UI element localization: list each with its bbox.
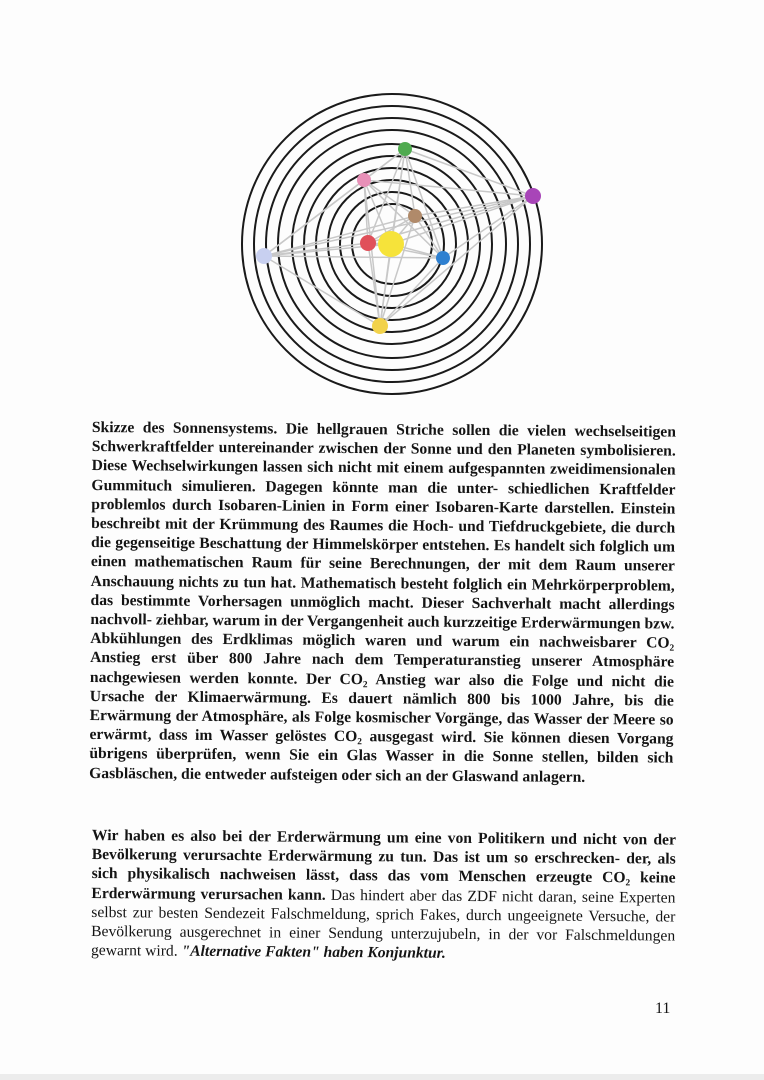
text-line: Wir haben es also bei der Erderwärmung um eine von Politikern und nicht von <box>91 826 648 849</box>
text-line: anlagern. <box>522 768 586 786</box>
planet-venus <box>436 251 450 265</box>
text-line: symbolisieren. Diese Wechselwirkungen lassen sich nicht mit einem aufgespannten <box>91 442 676 478</box>
text-line: in der vor Falschmeldungen gewarnt wird. <box>90 926 676 960</box>
text-line: Ursache der Klimaerwärmung. Es dauert nämlich 800 bis 1000 Jahre, bis die <box>89 687 674 710</box>
planet-mars <box>357 173 371 187</box>
planet-saturn <box>525 188 541 204</box>
text-line-bold-part: keine Erderwärmung verursachen kann. <box>91 869 676 904</box>
text-line: Hoch- und Tiefdruckgebiete, die durch die gegenseitige Beschattung der <box>90 517 676 553</box>
text-line: Isobaren-Karte darstellen. Einstein beschreibt mit der Krümmung des Raumes die <box>91 498 676 535</box>
text-line: Erwärmung der Atmosphäre, als Folge kosmischer Vorgänge, das Wasser der <box>89 707 609 729</box>
text-line: ungeeignete Versuche, der Bevölkerung ausgerechnet in einer Sendung unterzujubeln, <box>91 907 676 944</box>
text-line: seine Experten selbst zur besten Sendezeit Falschmeldung, sprich Fakes, durch <box>91 888 676 925</box>
caption-paragraph <box>89 418 676 787</box>
gravity-line-venus-jupiter <box>405 149 443 258</box>
text-line: Vorgang übrigens überprüfen, wenn Sie ein Glas Wasser in die Sonne stellen, <box>89 730 674 767</box>
planet-jupiter <box>398 142 412 156</box>
scan-edge <box>0 1074 764 1080</box>
solar-system-sketch <box>238 92 546 400</box>
text-line: Meere so erwärmt, dass im Wasser gelöstes CO₂ ausgegast wird. Sie können diesen <box>89 711 674 748</box>
text-line-normal-part: Das hindert aber das ZDF nicht daran, <box>325 886 577 906</box>
emphasis-quote: "Alternative Fakten" haben Konjunktur. <box>181 942 446 963</box>
gravity-line-venus-uranus <box>264 256 443 258</box>
text-line: Anstieg erst über 800 Jahre nach dem Temperaturanstieg unserer Atmosphäre <box>90 649 675 672</box>
text-line: Schwerkraftfelder untereinander zwischen der Sonne und den Planeten <box>91 438 576 459</box>
body-paragraph <box>91 826 676 965</box>
planet-neptune <box>372 318 388 334</box>
text-line: bilden sich Gasbläschen, die entweder aufsteigen oder sich an der Glaswand <box>89 749 674 786</box>
sun <box>378 231 404 257</box>
text-line: zweidimensionalen Gummituch simulieren. Dagegen könnte man die unter- <box>91 461 676 497</box>
text-line: der, als sich physikalisch nachweisen lässt, dass das vom Menschen erzeugte CO₂ <box>91 850 676 887</box>
text-line: ziehbar, warum in der Vergangenheit auch kurzzeitige Erderwärmungen bzw. <box>155 611 675 633</box>
text-line: Raum für seine Berechnungen, der mit dem Raum unserer Anschauung nichts zu <box>90 554 675 591</box>
text-line: Abkühlungen des Erdklimas möglich waren und warum ein nachweisbarer CO₂ <box>90 630 675 652</box>
text-line: tun hat. Mathematisch besteht folglich ein Mehrkörperproblem, das bestimmte <box>90 573 675 610</box>
text-line: nachgewiesen werden konnte. Der CO₂ Anstieg war also die Folge und nicht die <box>89 668 675 691</box>
planet-uranus <box>256 248 272 264</box>
text-line: Himmelskörper entstehen. Es handelt sich folglich um einen mathematischen <box>90 535 676 572</box>
gravity-line-saturn-neptune <box>380 196 533 326</box>
planet-mercury <box>360 235 376 251</box>
text-line: Vorhersagen unmöglich macht. Dieser Sachverhalt macht allerdings nachvoll- <box>90 592 675 629</box>
page-number: 11 <box>655 1000 671 1017</box>
text-line: schiedlichen Kraftfelder problemlos durch Isobaren-Linien in Form einer <box>91 479 676 516</box>
text-line: Skizze des Sonnensystems. Die hellgrauen Striche sollen die vielen wechselseitigen <box>91 418 676 441</box>
solar-system-diagram <box>238 92 546 400</box>
planet-earth <box>408 209 422 223</box>
text-line: der Bevölkerung verursachte Erderwärmung zu tun. Das ist um so erschrecken- <box>91 831 676 868</box>
